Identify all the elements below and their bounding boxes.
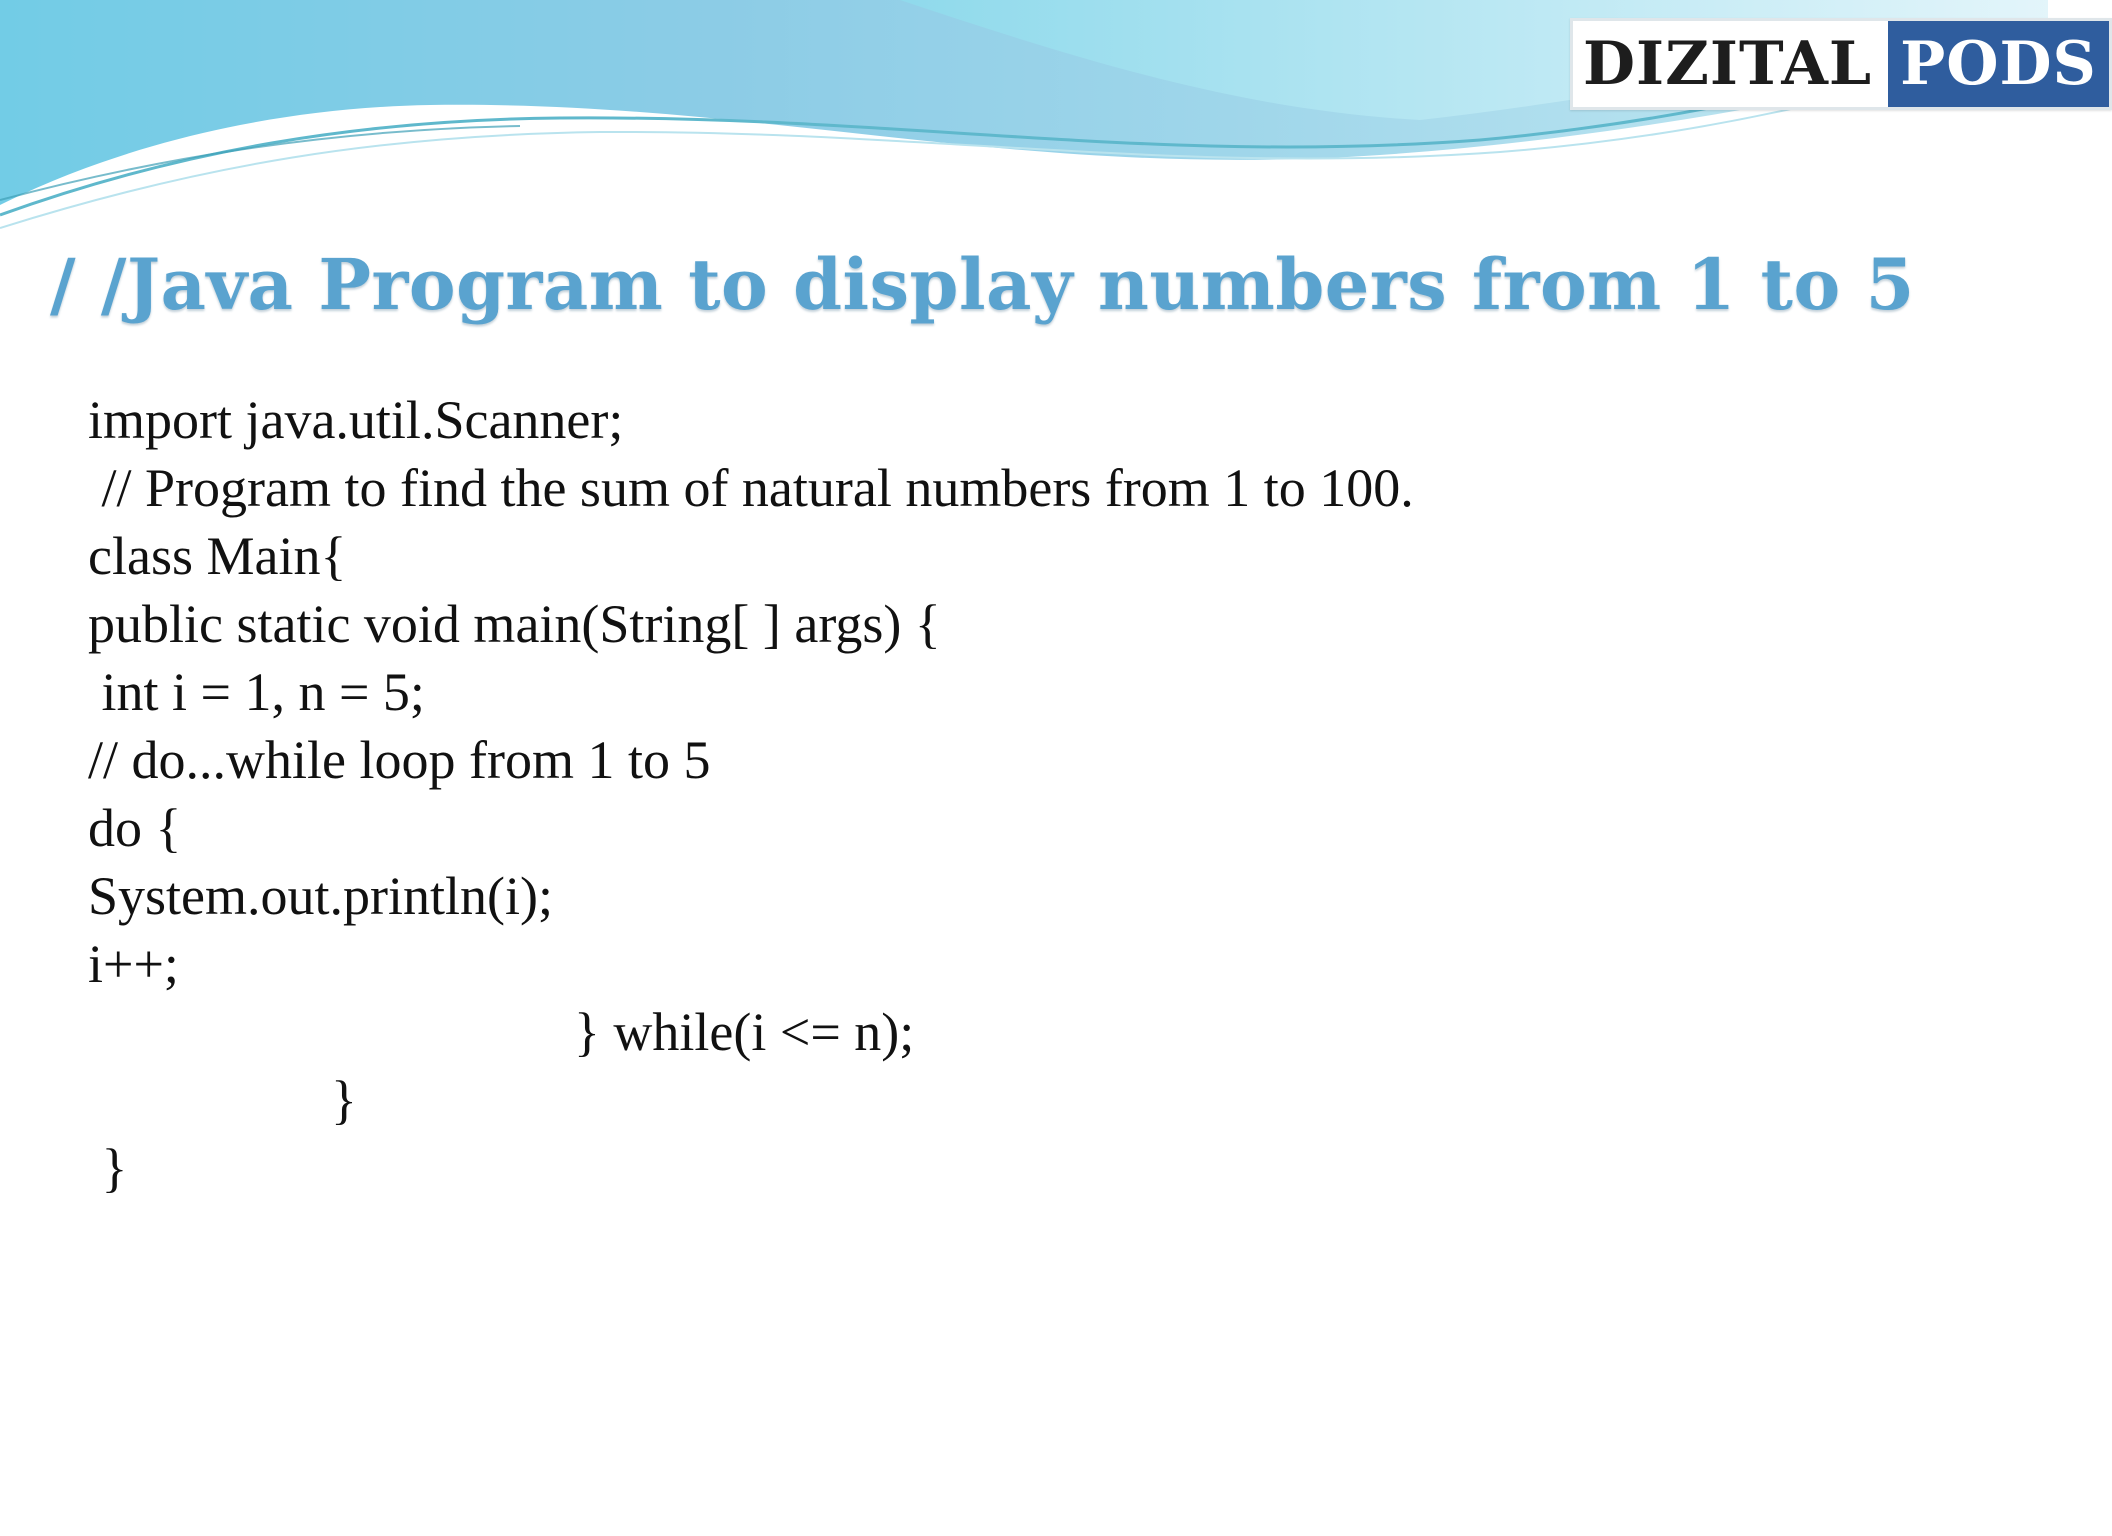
code-line: class Main{ [88,526,347,586]
logo-text-dizital: DIZITAL [1573,21,1888,107]
code-block [88,386,1414,1202]
code-line: public static void main(String[ ] args) { [88,594,941,654]
dizital-pods-logo [1570,18,2112,110]
slide-title: / /Java Program to display numbers from 1 to 5 [50,243,1915,326]
code-line: import java.util.Scanner; [88,390,624,450]
code-line: // Program to find the sum of natural numbers from 1 to 100. [88,458,1414,518]
code-line: int i = 1, n = 5; [88,662,425,722]
code-line: } [88,1138,128,1198]
code-line: // do...while loop from 1 to 5 [88,730,711,790]
code-line: } while(i <= n); [88,1002,915,1062]
code-line: i++; [88,934,179,994]
code-line: System.out.println(i); [88,866,553,926]
logo-text-pods: PODS [1888,21,2109,107]
code-line: do { [88,798,182,858]
code-line: } [88,1070,357,1130]
